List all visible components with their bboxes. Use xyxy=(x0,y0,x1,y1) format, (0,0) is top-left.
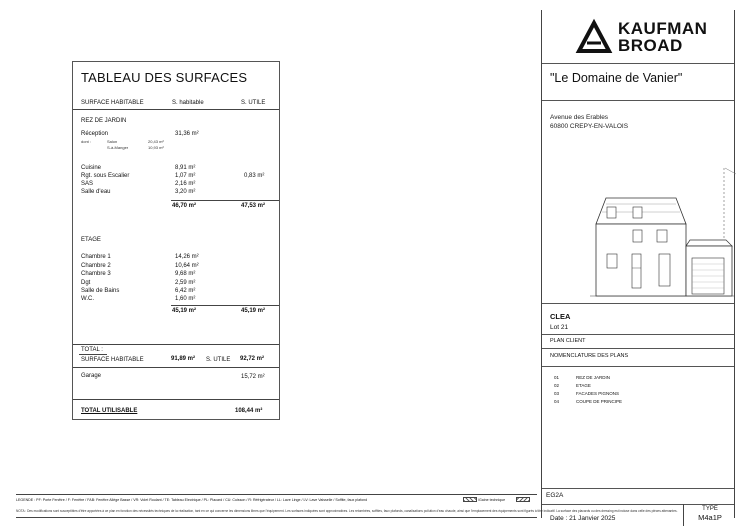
row-value: 2,16 m² xyxy=(175,181,196,187)
table-title: TABLEAU DES SURFACES xyxy=(81,70,248,85)
plan-client-label: PLAN CLIENT xyxy=(550,338,586,344)
nomenclature-label: NOMENCLATURE DES PLANS xyxy=(550,353,629,359)
row-value: 31,36 m² xyxy=(175,131,199,137)
table-row xyxy=(73,131,279,139)
total-su-value: 92,72 m² xyxy=(240,356,265,362)
sub-row-salon xyxy=(81,139,181,144)
dont-label: dont : xyxy=(81,139,92,144)
row-value: 2,59 m² xyxy=(175,280,196,286)
divider xyxy=(171,305,279,306)
drawing-code: EG2A xyxy=(546,492,564,499)
house-model: CLEA xyxy=(550,312,571,321)
row-label: W.C. xyxy=(81,296,94,302)
type-value: M4a1P xyxy=(698,513,722,522)
logo-triangle-icon xyxy=(578,22,610,52)
row-value: 8,91 m² xyxy=(175,165,196,171)
row-label: Chambre 3 xyxy=(81,271,111,277)
rdj-total-utile: 47,53 m² xyxy=(241,203,266,209)
row-value: 9,68 m² xyxy=(175,271,196,277)
sub-row-salle-a-manger xyxy=(81,145,181,150)
row-value: 14,26 m² xyxy=(175,254,199,260)
plan-number: 02 xyxy=(554,383,560,388)
row-label: Salle de Bains xyxy=(81,288,120,294)
rdj-total-habitable: 46,70 m² xyxy=(172,203,197,209)
legend-note: NOTA : Des modifications sont susceptibles d'être apportées à ce plan en fonction des nécessités techniques de la réalisation, tant en ce qui concerne les dimensions libres que l'équipement. Les surfaces indiquées sont approximatives. Les retombées, soffites, faux plafonds, canalisations pollution d'eau chaude, ainsi que l'emplacement des équipements sont figurés à titre indicatif. La surface des placards ou des dressing est incluse dans celle des pièces attenantes. xyxy=(16,509,678,513)
title-block-panel xyxy=(541,10,735,522)
header-surface-habitable: SURFACE HABITABLE xyxy=(81,100,144,106)
plan-title: REZ DE JARDIN xyxy=(576,375,611,380)
row-label: Cuisine xyxy=(81,165,102,171)
table-header xyxy=(73,98,279,110)
row-value: 3,20 m² xyxy=(175,189,196,195)
table-row xyxy=(73,181,279,189)
garage-value: 15,72 m² xyxy=(241,374,265,380)
plan-list-item xyxy=(554,399,674,405)
header-s-habitable: S. habitable xyxy=(172,100,204,106)
row-value: 1,60 m² xyxy=(175,296,196,302)
logo-line-2: BROAD xyxy=(618,36,683,55)
divider xyxy=(542,303,734,304)
total-sh-value: 91,89 m² xyxy=(171,356,196,362)
plan-list-item xyxy=(554,383,674,389)
address-line-2: 60800 CREPY-EN-VALOIS xyxy=(550,123,629,130)
row-label: Chambre 2 xyxy=(81,263,111,269)
drawing-date: Date : 21 Janvier 2025 xyxy=(550,515,616,522)
row-label: Chambre 1 xyxy=(81,254,111,260)
underline xyxy=(79,354,107,355)
header-s-utile: S. UTILE xyxy=(241,100,266,106)
etage-total-utile: 45,19 m² xyxy=(241,308,266,314)
divider xyxy=(542,63,734,64)
legend-text: LEGENDE : PF: Porte Fenêtre / F: Fenêtre / FAB: Fenêtre Allège Basse / VR: Volet Roulant / TE: Tableau Electrique / PL: Placard / CU: Cuisson / R: Réfrigérateur / LL: Lave Linge / LV: Lave Vaisselle / Soffite, faux plafond xyxy=(16,498,368,502)
legend-gaine: /Gaine technique xyxy=(478,498,506,502)
hatch-gaine-icon xyxy=(516,497,530,502)
plan-number: 03 xyxy=(554,391,560,396)
table-row xyxy=(73,280,279,288)
surfaces-table xyxy=(72,61,280,420)
total-utilisable-label: TOTAL UTILISABLE xyxy=(81,408,138,414)
table-row xyxy=(73,254,279,262)
divider xyxy=(542,100,734,101)
sub-label: S-à-Manger xyxy=(107,145,129,150)
section-rez-de-jardin: REZ DE JARDIN xyxy=(81,118,127,124)
plan-list-item xyxy=(554,391,674,397)
plan-title: FACADES PIGNONS xyxy=(576,391,620,396)
logo-line-1: KAUFMAN xyxy=(618,19,708,38)
row-label: Réception xyxy=(81,131,109,137)
section-etage: ETAGE xyxy=(81,237,101,243)
divider xyxy=(73,344,279,345)
divider xyxy=(542,348,734,349)
row-label: Salle d'eau xyxy=(81,189,111,195)
table-row xyxy=(73,263,279,271)
total-su-label: S. UTILE xyxy=(206,357,231,363)
plan-number: 01 xyxy=(554,375,560,380)
sub-label: Salon xyxy=(107,139,118,144)
address-line-1: Avenue des Erables xyxy=(550,114,609,121)
row-label: Rgt. sous Escalier xyxy=(81,173,130,179)
divider xyxy=(73,367,279,368)
plan-list-item xyxy=(554,375,674,381)
divider xyxy=(171,200,279,201)
sub-value: 10,93 m² xyxy=(148,145,164,150)
lot-number: Lot 21 xyxy=(550,324,569,331)
type-box xyxy=(683,504,736,526)
divider xyxy=(542,488,734,489)
table-row xyxy=(73,173,279,181)
row-value: 1,07 m² xyxy=(175,173,196,179)
divider xyxy=(73,399,279,400)
total-label: TOTAL : xyxy=(81,347,103,353)
row-value-utile: 0,83 m² xyxy=(244,173,265,179)
table-row xyxy=(73,288,279,296)
sub-value: 20,43 m² xyxy=(148,139,164,144)
plan-title: ETAGE xyxy=(576,383,591,388)
row-label: Dgt xyxy=(81,280,91,286)
brand-logo xyxy=(578,20,708,64)
divider xyxy=(542,334,734,335)
row-value: 10,64 m² xyxy=(175,263,199,269)
etage-total-habitable: 45,19 m² xyxy=(172,308,197,314)
project-title: "Le Domaine de Vanier" xyxy=(550,71,683,85)
garage-label: Garage xyxy=(81,373,102,379)
table-row xyxy=(73,296,279,304)
plan-number: 04 xyxy=(554,399,560,404)
row-label: SAS xyxy=(81,181,94,187)
table-row xyxy=(73,165,279,173)
type-label: TYPE xyxy=(702,506,718,512)
divider xyxy=(542,366,734,367)
house-facade-drawing xyxy=(586,168,736,298)
row-value: 6,42 m² xyxy=(175,288,196,294)
hatch-ceiling-icon xyxy=(463,497,477,502)
plan-title: COUPE DE PRINCIPE xyxy=(576,399,623,404)
table-row xyxy=(73,271,279,279)
total-sh-label: SURFACE HABITABLE xyxy=(81,357,144,363)
table-row xyxy=(73,189,279,197)
total-utilisable-value: 108,44 m² xyxy=(235,408,263,414)
